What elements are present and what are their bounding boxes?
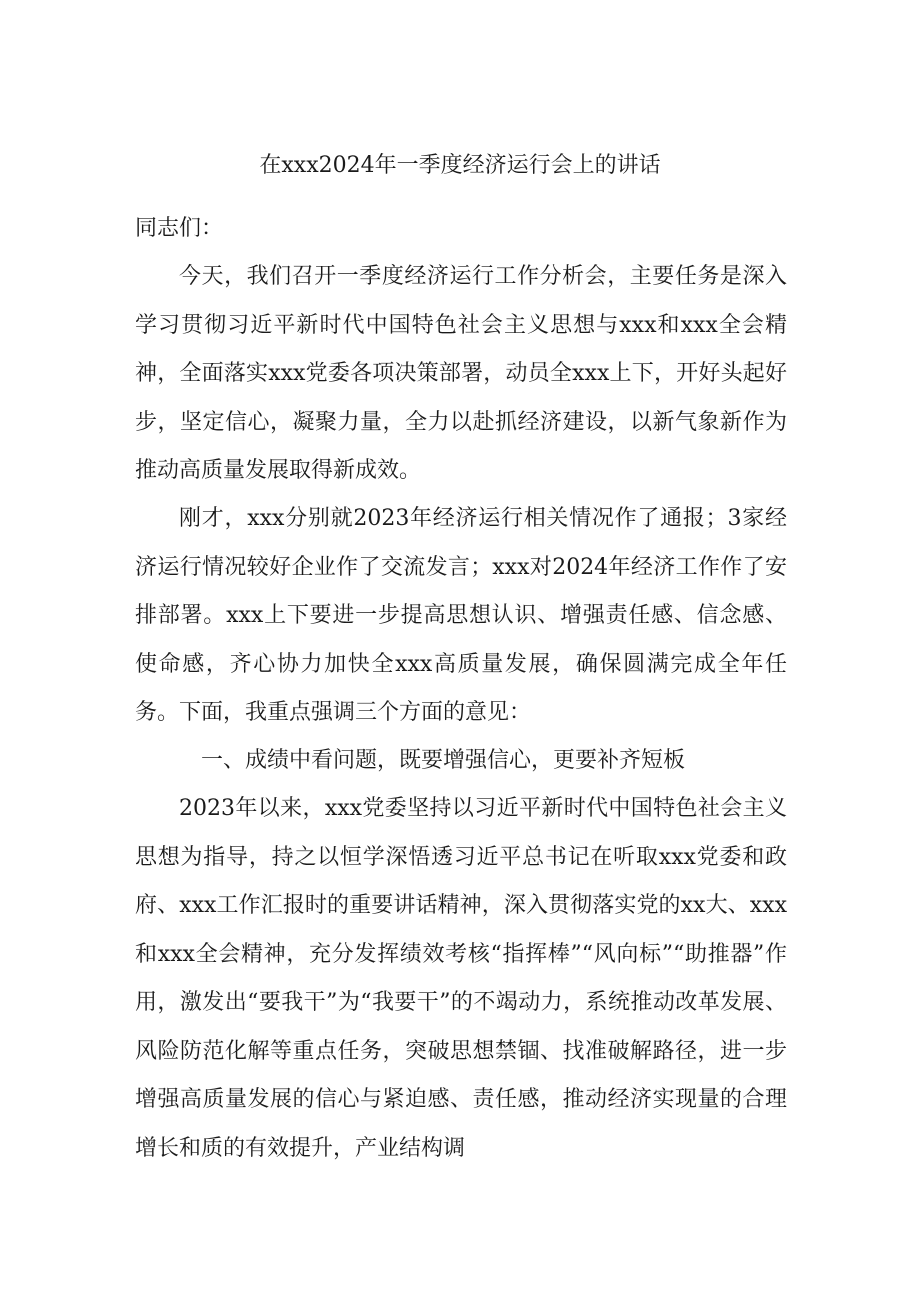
paragraph-summary: 刚才，xxx分别就2023年经济运行相关情况作了通报；3家经济运行情况较好企业作了交流发言；xxx对2024年经济工作作了安排部署。xxx上下要进一步提高思想认识、增强责任感、信念感、使命感，齐心协力加快全xxx高质量发展，确保圆满完成全年任务。下面，我重点强调三个方面的意见： [135,506,787,725]
salutation: 同志们： [135,216,224,241]
paragraph-opening: 今天，我们召开一季度经济运行工作分析会，主要任务是深入学习贯彻习近平新时代中国特色社会主义思想与xxx和xxx全会精神，全面落实xxx党委各项决策部署，动员全xxx上下，开好头起好步，坚定信心，凝聚力量，全力以赴抓经济建设，以新气象新作为推动高质量发展取得新成效。 [135,264,787,483]
section-paragraph: 2023年以来，xxx党委坚持以习近平新时代中国特色社会主义思想为指导，持之以恒学深悟透习近平总书记在听取xxx党委和政府、xxx工作汇报时的重要讲话精神，深入贯彻落实党的xx大、xxx和xxx全会精神，充分发挥绩效考核“指挥棒”“风向标”“助推器”作用，激发出“要我干”为“我要干”的不竭动力，系统推动改革发展、风险防范化解等重点任务，突破思想禁锢、找准破解路径，进一步增强高质量发展的信心与紧迫感、责任感，推动经济实现量的合理增长和质的有效提升，产业结构调 [135,796,787,1161]
document-title: 在xxx2024年一季度经济运行会上的讲话 [259,153,661,178]
section-heading: 一、成绩中看问题，既要增强信心，更要补齐短板 [201,748,686,773]
